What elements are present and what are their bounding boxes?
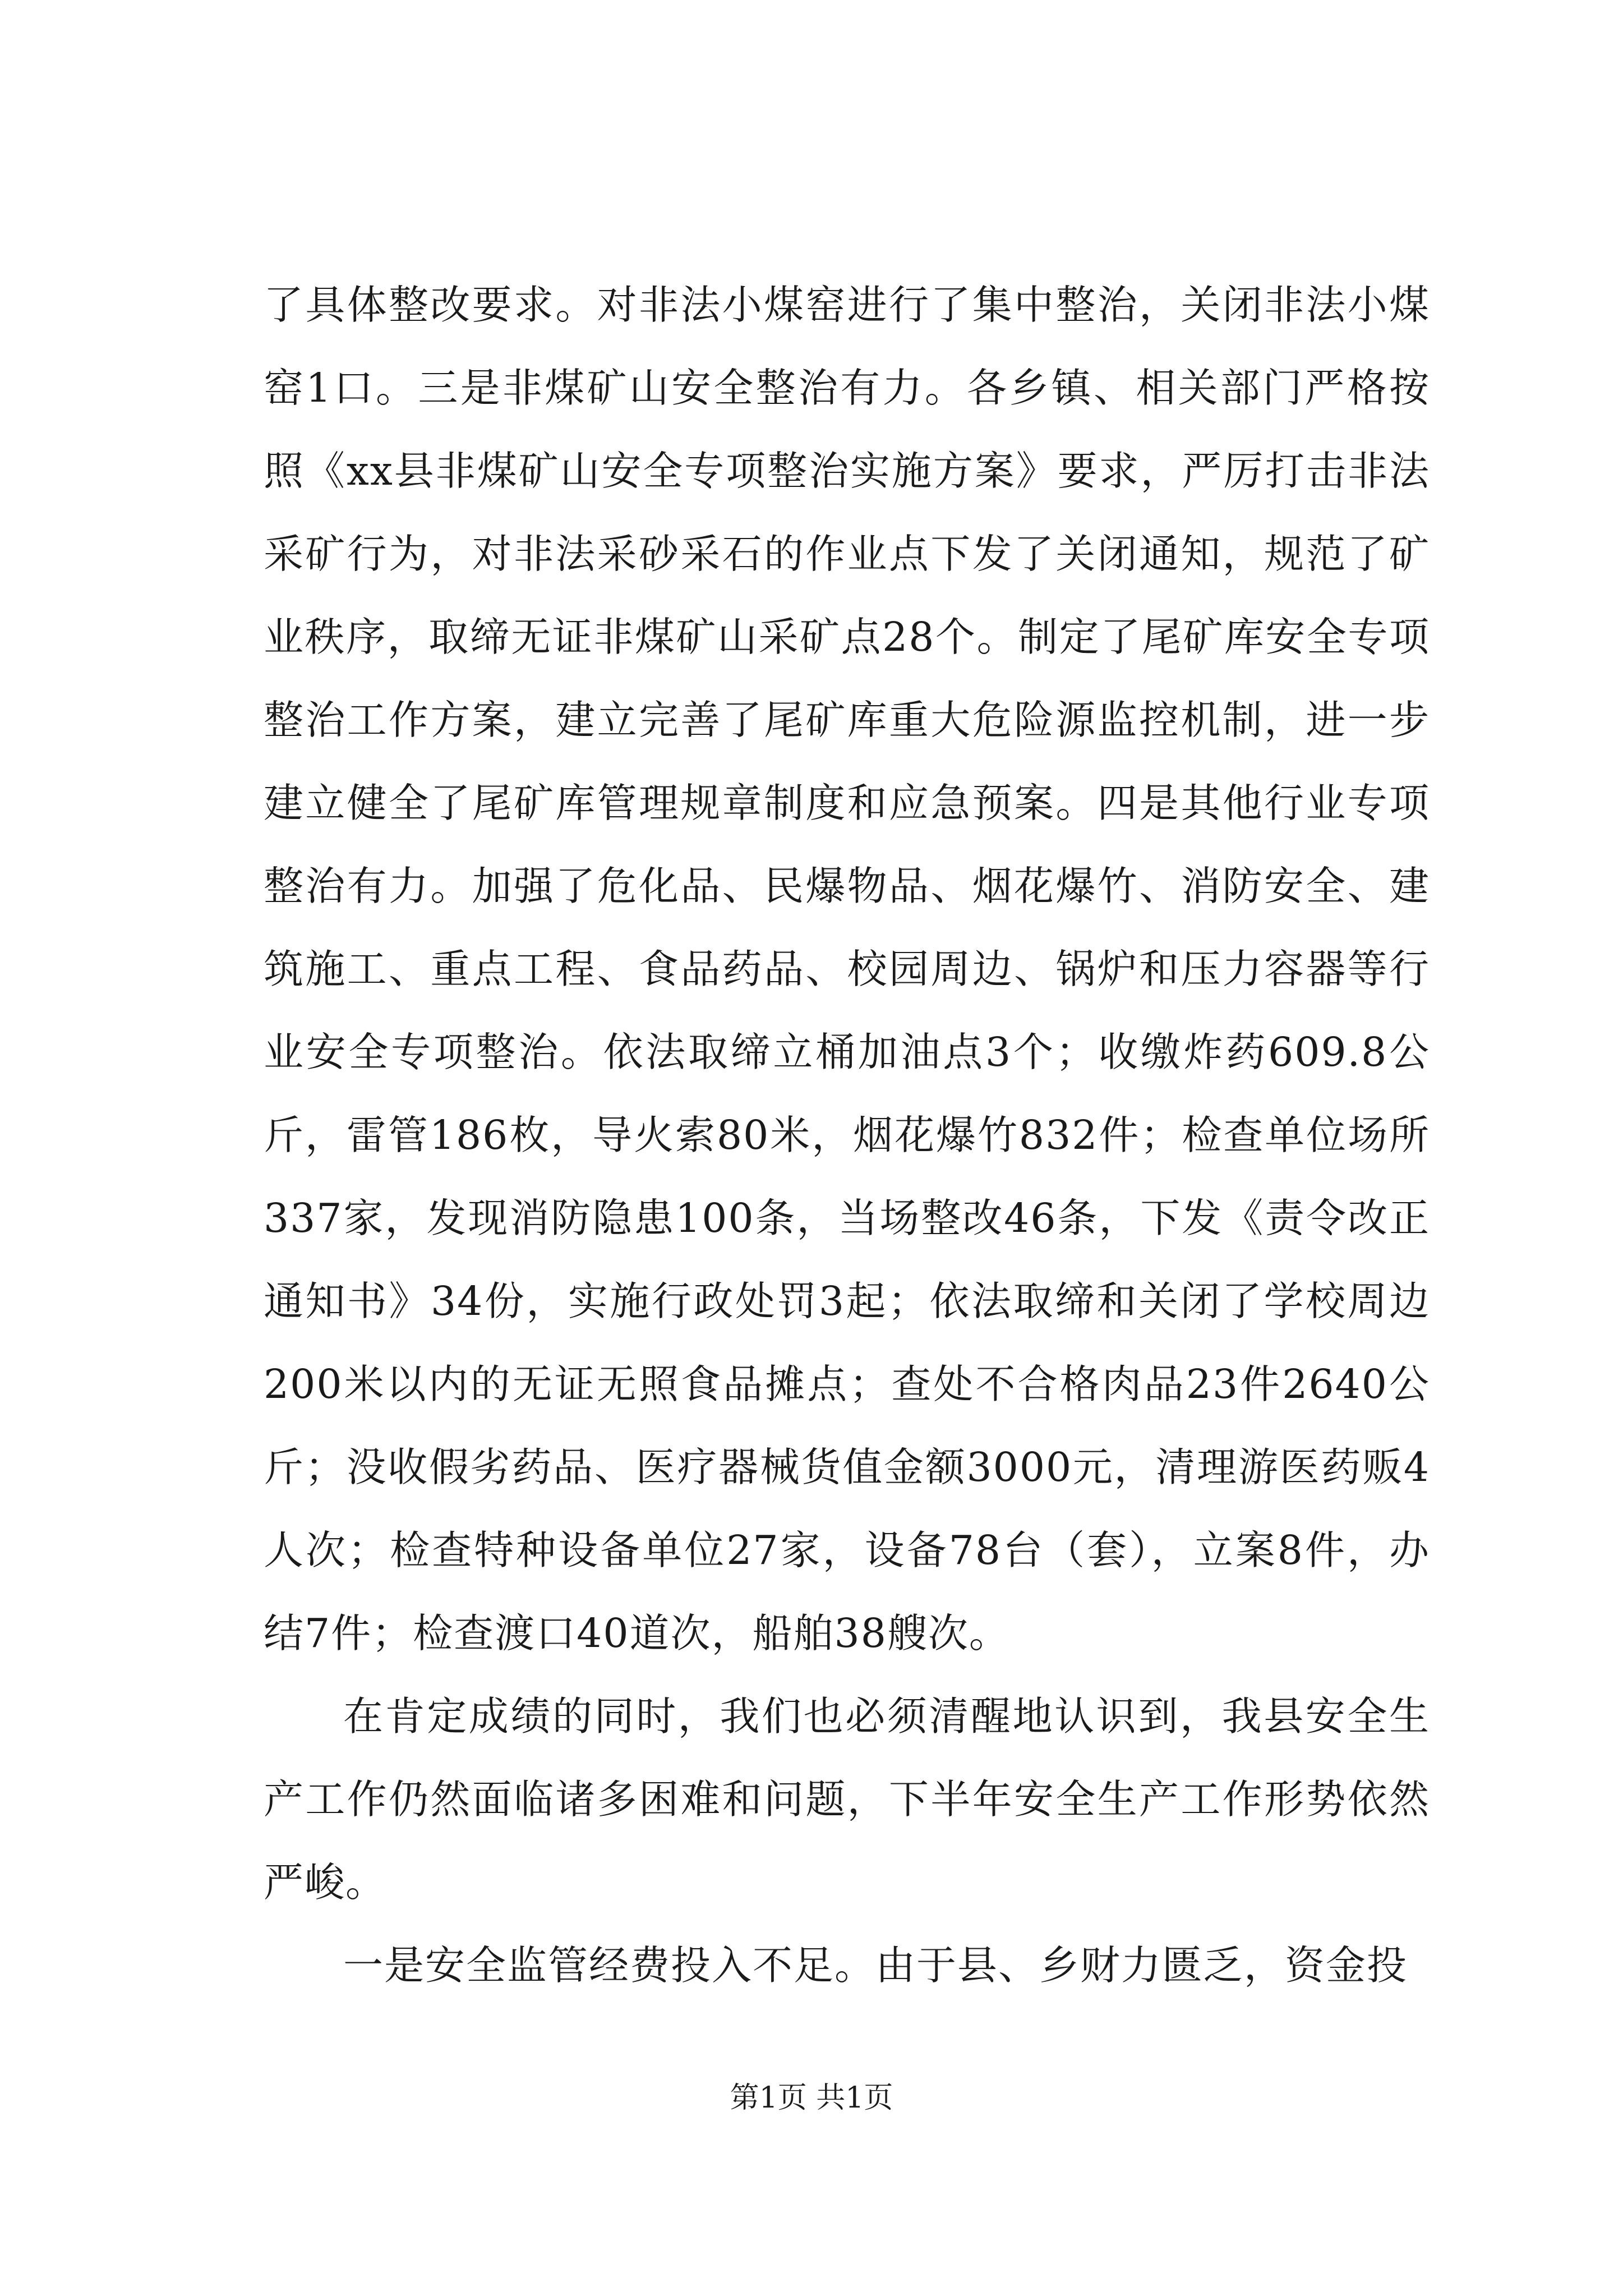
document-body <box>264 264 1430 2007</box>
paragraph-continuation: 了具体整改要求。对非法小煤窑进行了集中整治，关闭非法小煤窑1口。三是非煤矿山安全整治有力。各乡镇、相关部门严格按照《xx县非煤矿山安全专项整治实施方案》要求，严厉打击非法采矿行为，对非法采砂采石的作业点下发了关闭通知，规范了矿业秩序，取缔无证非煤矿山采矿点28个。制定了尾矿库安全专项整治工作方案，建立完善了尾矿库重大危险源监控机制，进一步建立健全了尾矿库管理规章制度和应急预案。四是其他行业专项整治有力。加强了危化品、民爆物品、烟花爆竹、消防安全、建筑施工、重点工程、食品药品、校园周边、锅炉和压力容器等行业安全专项整治。依法取缔立桶加油点3个；收缴炸药609.8公斤，雷管186枚，导火索80米，烟花爆竹832件；检查单位场所337家，发现消防隐患100条，当场整改46条，下发《责令改正通知书》34份，实施行政处罚3起；依法取缔和关闭了学校周边200米以内的无证无照食品摊点；查处不合格肉品23件2640公斤；没收假劣药品、医疗器械货值金额3000元，清理游医药贩4人次；检查特种设备单位27家，设备78台（套），立案8件，办结7件；检查渡口40道次，船舶38艘次。 <box>264 282 1430 1657</box>
page-number-footer: 第1页 共1页 <box>730 2081 893 2115</box>
paragraph-funding-issue: 一是安全监管经费投入不足。由于县、乡财力匮乏，资金投 <box>343 1942 1408 1989</box>
paragraph-problems-intro: 在肯定成绩的同时，我们也必须清醒地认识到，我县安全生产工作仍然面临诸多困难和问题，下半年安全生产工作形势依然严峻。 <box>264 1693 1430 1906</box>
